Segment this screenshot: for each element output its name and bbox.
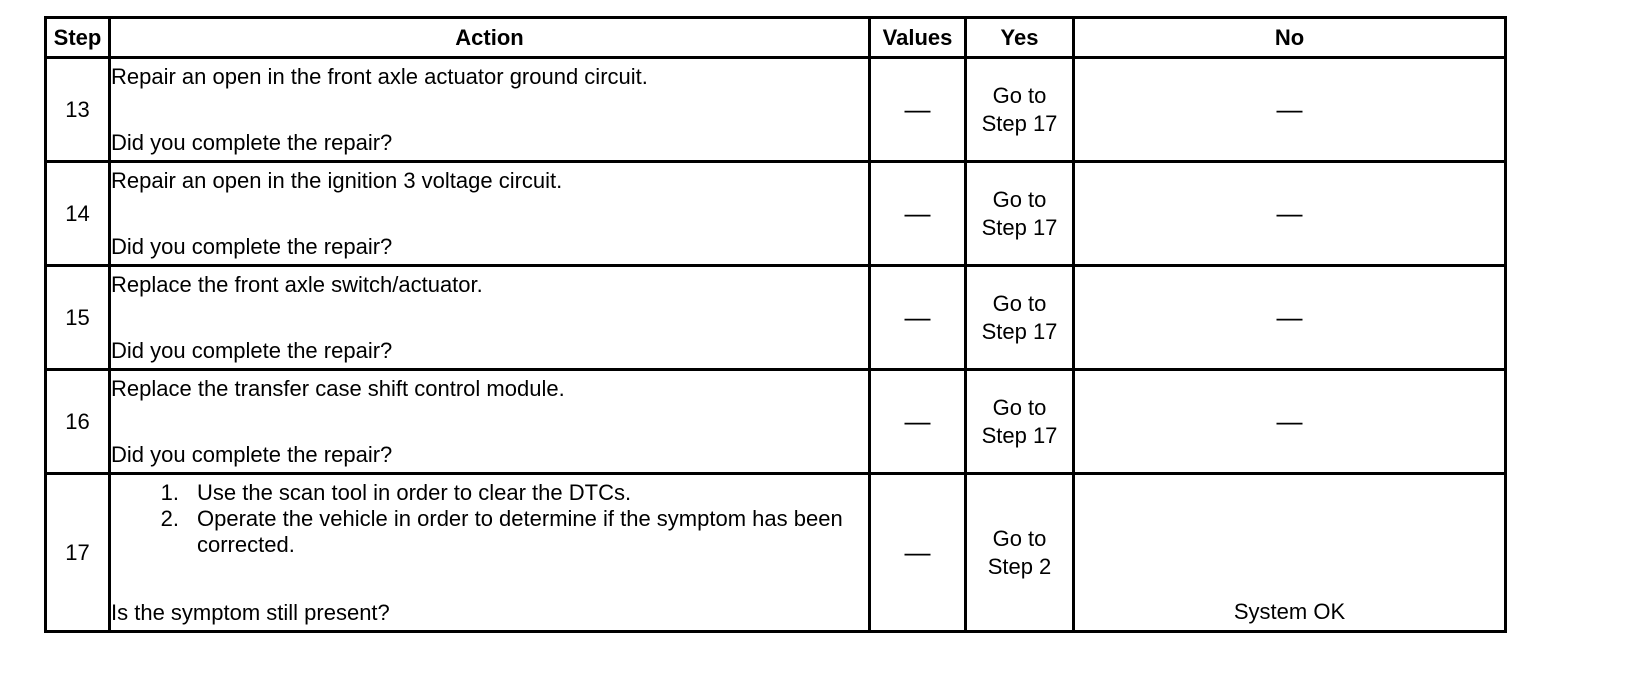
substep-number: 2. (160, 505, 179, 531)
action-question: Did you complete the repair? (111, 129, 393, 155)
no-cell: — (1074, 370, 1506, 474)
table-row (46, 474, 1506, 632)
yes-cell (966, 266, 1074, 370)
action-text: Repair an open in the front axle actuator ground circuit. (111, 63, 648, 89)
action-cell (110, 58, 870, 162)
values-cell: — (870, 370, 966, 474)
substep-number: 1. (160, 479, 179, 505)
header-no: No (1074, 18, 1506, 58)
no-cell: System OK (1074, 474, 1506, 632)
action-cell (110, 474, 870, 632)
substep-text: Operate the vehicle in order to determine if the symptom has been corrected. (197, 505, 843, 557)
substep-list (111, 480, 868, 558)
action-cell (110, 162, 870, 266)
substep-text: Use the scan tool in order to clear the DTCs. (197, 479, 632, 505)
header-values: Values (870, 18, 966, 58)
action-question: Is the symptom still present? (111, 599, 390, 625)
values-cell: — (870, 266, 966, 370)
header-row (46, 18, 1506, 58)
table-row (46, 58, 1506, 162)
no-cell: — (1074, 58, 1506, 162)
action-cell (110, 266, 870, 370)
yes-goto: Go to (992, 82, 1047, 108)
step-number: 16 (46, 370, 110, 474)
yes-step: Step 17 (981, 318, 1058, 344)
yes-cell (966, 370, 1074, 474)
step-number: 15 (46, 266, 110, 370)
step-number: 13 (46, 58, 110, 162)
table-row (46, 266, 1506, 370)
header-action: Action (110, 18, 870, 58)
no-cell: — (1074, 266, 1506, 370)
list-item (111, 506, 868, 558)
yes-goto: Go to (992, 186, 1047, 212)
header-yes: Yes (966, 18, 1074, 58)
action-question: Did you complete the repair? (111, 233, 393, 259)
yes-cell (966, 58, 1074, 162)
action-text: Replace the front axle switch/actuator. (111, 271, 483, 297)
yes-cell (966, 474, 1074, 632)
yes-goto: Go to (992, 394, 1047, 420)
action-question: Did you complete the repair? (111, 337, 393, 363)
action-cell (110, 370, 870, 474)
step-number: 17 (46, 474, 110, 632)
table-row (46, 162, 1506, 266)
yes-goto: Go to (992, 525, 1047, 551)
action-text: Repair an open in the ignition 3 voltage circuit. (111, 167, 563, 193)
no-cell: — (1074, 162, 1506, 266)
yes-cell (966, 162, 1074, 266)
list-item (111, 480, 868, 506)
values-cell: — (870, 474, 966, 632)
yes-step: Step 17 (981, 214, 1058, 240)
action-text: Replace the transfer case shift control module. (111, 375, 565, 401)
yes-goto: Go to (992, 290, 1047, 316)
step-number: 14 (46, 162, 110, 266)
yes-step: Step 2 (987, 553, 1052, 579)
values-cell: — (870, 58, 966, 162)
diagnostic-table (44, 16, 1507, 633)
yes-step: Step 17 (981, 110, 1058, 136)
yes-step: Step 17 (981, 422, 1058, 448)
values-cell: — (870, 162, 966, 266)
action-question: Did you complete the repair? (111, 441, 393, 467)
header-step: Step (46, 18, 110, 58)
table-row (46, 370, 1506, 474)
